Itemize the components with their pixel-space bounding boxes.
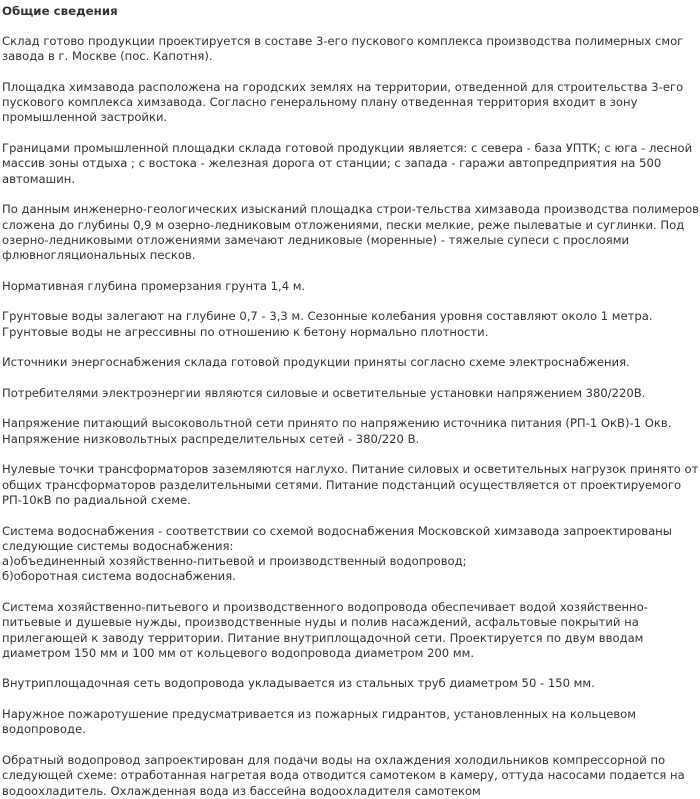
paragraph	[2, 416, 700, 447]
paragraph	[2, 462, 700, 508]
paragraph-line: Напряжение питающий высоковольтной сети принято по напряжению источника питания (РП-1 ОкВ)-1 Окв.	[2, 416, 672, 431]
paragraph	[2, 202, 700, 263]
paragraph-line: Потребителями электроэнергии являются силовые и осветительные установки напряжением 380/220В.	[2, 385, 646, 400]
paragraph-line: Наружное пожаротушение предусматривается из пожарных гидрантов, установленных на кольцевом водопроводе.	[2, 707, 637, 737]
paragraph-line: Нормативная глубина промерзания грунта 1,4 м.	[2, 278, 306, 293]
paragraph	[2, 355, 700, 370]
paragraph-line: Напряжение низковольтных распределительных сетей - 380/220 В.	[2, 431, 420, 446]
paragraph-line: Система хозяйственно-питьевого и производственного водопровода обеспечивает водой хозяйственно-питьевые и душевые нужды, производственные нуды и полив насаждений, асфальтовые покрытий на прилегающей к заводу территории. Питание внутриплощадочной сети. Проектируется по двум вводам диаметром 150 мм и 100 мм от кольцевого водопровода диаметром 200 мм.	[2, 599, 648, 660]
paragraph-line: По данным инженерно-геологических изысканий площадка строи-тельства химзавода производства полимеров сложена до глубины 0,9 м озерно-ледниковым отложениями, пески мелкие, реже пылеватые и суглинки. Под озерно-ледниковыми отложениями замечают ледниковые (моренные) - тяжелые супеси с прослоями флювногляциональных песков.	[2, 202, 699, 263]
paragraph-line: Нулевые точки трансформаторов заземляются наглухо. Питание силовых и осветительных нагрузок принято от общих трансформаторов разделительными сетями. Питание подстанций осуществляется от проектируемого РП-10кВ по радиальной схеме.	[2, 462, 699, 507]
paragraph-line: а)объединенный хозяйственно-питьевой и производственный водопровод;	[2, 554, 467, 569]
paragraph-line: Площадка химзавода расположена на городских землях на территории, отведенной для строительства 3-его пускового комплекса химзавода. Согласно генеральному плану отведенная территория входит в зону промышленной застройки.	[2, 79, 684, 125]
paragraph	[2, 279, 700, 294]
paragraph	[2, 141, 700, 187]
paragraph-line: Обратный водопровод запроектирован для подачи воды на охлаждения холодильников компрессорной по следующей схеме: отработанная нагретая вода отводится самотеком в камеру, оттуда насосами подается на водоохладитель. Охлажденная вода из бассейна водоохладителя самотеком	[2, 752, 685, 798]
paragraph-line: Грунтовые воды залегают на глубине 0,7 - 3,3 м. Сезонные колебания уровня составляют около 1 метра. Грунтовые воды не агрессивны по отношению к бетону нормально плотности.	[2, 309, 653, 339]
paragraph	[2, 600, 700, 661]
section-heading: Общие сведения	[2, 4, 118, 18]
paragraph	[2, 753, 700, 799]
document-body	[2, 34, 700, 799]
paragraph	[2, 386, 700, 401]
paragraph	[2, 524, 700, 585]
paragraph-line: Внутриплощадочная сеть водопровода укладывается из стальных труб диаметром 50 - 150 мм.	[2, 676, 595, 691]
paragraph-line: Склад готово продукции проектируется в составе 3-его пускового комплекса производства полимерных смог завода в г. Москве (пос. Капотня).	[2, 34, 684, 64]
paragraph	[2, 309, 700, 340]
paragraph-line: б)оборотная система водоснабжения.	[2, 569, 236, 584]
paragraph	[2, 707, 700, 738]
paragraph-line: Границами промышленной площадки склада готовой продукции является: с севера - база УПТК; с юга - лесной массив зоны отдыха ; с востока - железная дорога от станции; с запада - гаражи автопредприятия на 500 автомашин.	[2, 141, 693, 186]
paragraph-line: Система водоснабжения - соответствии со схемой водоснабжения Московской химзавода запроектированы следующие системы водоснабжения:	[2, 523, 672, 553]
paragraph	[2, 34, 700, 65]
paragraph-line: Источники энергоснабжения склада готовой продукции приняты согласно схеме электроснабжения.	[2, 355, 630, 370]
paragraph	[2, 676, 700, 691]
paragraph	[2, 80, 700, 126]
